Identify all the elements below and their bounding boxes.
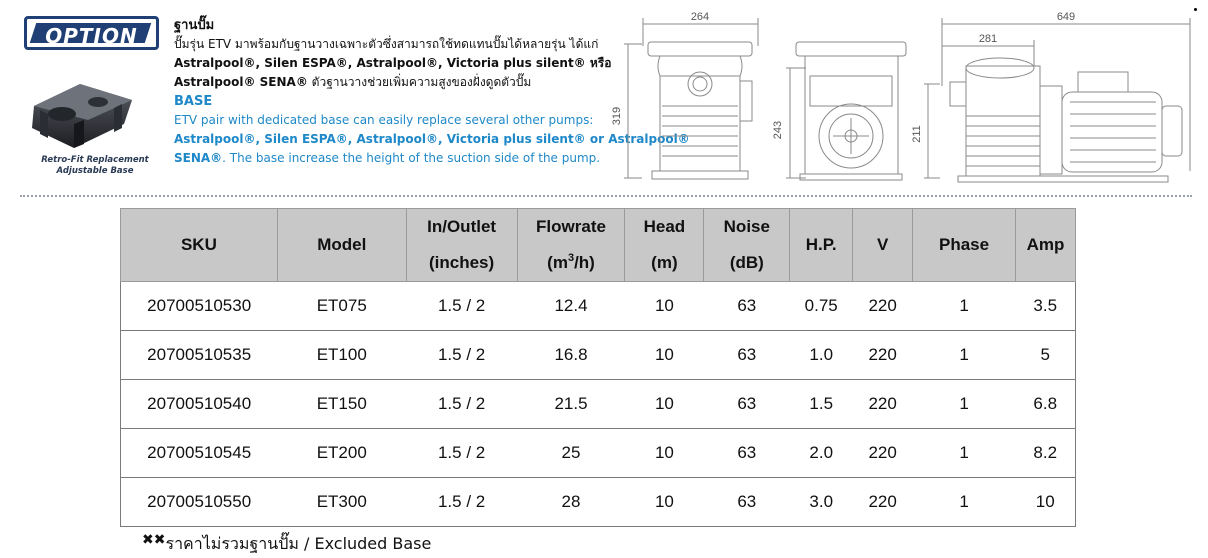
cell-model: ET150 [277,380,406,429]
cell-phase: 1 [913,380,1016,429]
footnote-text: ราคาไม่รวมฐานปั๊ม / Excluded Base [165,534,432,553]
cell-hp: 0.75 [790,282,853,331]
cell-phase: 1 [913,429,1016,478]
header-model: Model [277,209,406,282]
cell-head: 10 [625,282,704,331]
header-flowrate: Flowrate $(m^3/h)$ [517,209,625,282]
cell-hp: 1.5 [790,380,853,429]
table-row [121,282,1076,331]
cell-flowrate: 28 [517,478,625,527]
cell-head: 10 [625,429,704,478]
cell-inoutlet: 1.5 / 2 [406,429,517,478]
cell-v: 220 [853,282,913,331]
option-badge [24,16,159,50]
table-row [121,331,1076,380]
thai-line-2: Astralpool®, Silen ESPA®, Astralpool®, Victoria plus silent® หรือ [174,56,612,70]
cell-hp: 3.0 [790,478,853,527]
cell-amp: 10 [1015,478,1075,527]
english-line-2: Astralpool®, Silen ESPA®, Astralpool®, Victoria plus silent® or Astralpool® [174,132,690,146]
header-sku: SKU [121,209,278,282]
cell-v: 220 [853,331,913,380]
cell-sku: 20700510535 [121,331,278,380]
dim-281: 281 [978,33,998,45]
cell-v: 220 [853,380,913,429]
cell-amp: 6.8 [1015,380,1075,429]
thai-line-1: ปั๊มรุ่น ETV มาพร้อมกับฐานวางเฉพาะตัวซึ่งสามารถใช้ทดแทนปั๊มได้หลายรุ่น ได้แก่ [174,37,599,51]
cell-noise: 63 [704,380,790,429]
table-row [121,478,1076,527]
cell-flowrate: 16.8 [517,331,625,380]
cell-noise: 63 [704,429,790,478]
excluded-marks-icon: ✖✖ [142,532,166,548]
cell-head: 10 [625,380,704,429]
cell-sku: 20700510530 [121,282,278,331]
cell-phase: 1 [913,282,1016,331]
header-amp: Amp [1015,209,1075,282]
dim-211: 211 [911,125,923,143]
cell-v: 220 [853,429,913,478]
cell-noise: 63 [704,282,790,331]
cell-amp: 3.5 [1015,282,1075,331]
english-line-1: ETV pair with dedicated base can easily replace several other pumps: [174,113,594,127]
cell-head: 10 [625,478,704,527]
cell-phase: 1 [913,478,1016,527]
cell-model: ET200 [277,429,406,478]
header-hp: H.P. [790,209,853,282]
cell-flowrate: 25 [517,429,625,478]
header-noise: Noise (dB) [704,209,790,282]
footnote [142,532,431,557]
english-line-3: SENA®. The base increase the height of the suction side of the pump. [174,151,601,165]
option-label: OPTION [45,24,138,48]
cell-sku: 20700510550 [121,478,278,527]
table-row [121,380,1076,429]
cell-inoutlet: 1.5 / 2 [406,380,517,429]
dim-319: 319 [611,106,623,126]
cell-phase: 1 [913,331,1016,380]
header-v: V [853,209,913,282]
stray-dot [1194,8,1197,11]
cell-inoutlet: 1.5 / 2 [406,478,517,527]
adjustable-base-image [28,62,138,152]
table-header-row [121,209,1076,282]
header-inoutlet: In/Outlet (inches) [406,209,517,282]
cell-inoutlet: 1.5 / 2 [406,282,517,331]
cell-hp: 2.0 [790,429,853,478]
dim-649: 649 [1056,11,1076,23]
cell-model: ET075 [277,282,406,331]
cell-sku: 20700510545 [121,429,278,478]
dim-243: 243 [772,120,784,140]
thai-title: ฐานปั๊ม [174,18,215,33]
cell-head: 10 [625,331,704,380]
cell-amp: 8.2 [1015,429,1075,478]
cell-noise: 63 [704,331,790,380]
cell-amp: 5 [1015,331,1075,380]
cell-model: ET100 [277,331,406,380]
cell-hp: 1.0 [790,331,853,380]
header-phase: Phase [913,209,1016,282]
dim-264: 264 [690,11,710,23]
cell-v: 220 [853,478,913,527]
cell-flowrate: 21.5 [517,380,625,429]
thai-line-3: Astralpool® SENA® ตัวฐานวางช่วยเพิ่มความสูงของฝั่งดูดตัวปั๊ม [174,75,532,89]
cell-noise: 63 [704,478,790,527]
cell-sku: 20700510540 [121,380,278,429]
cell-inoutlet: 1.5 / 2 [406,331,517,380]
cell-model: ET300 [277,478,406,527]
base-caption: Retro-Fit Replacement Adjustable Base [41,155,149,176]
english-title: BASE [174,94,213,109]
pump-dimension-drawings [600,6,1200,192]
header-head: Head (m) [625,209,704,282]
pump-spec-table [120,208,1076,527]
cell-flowrate: 12.4 [517,282,625,331]
table-row [121,429,1076,478]
dotted-divider [20,195,1192,197]
